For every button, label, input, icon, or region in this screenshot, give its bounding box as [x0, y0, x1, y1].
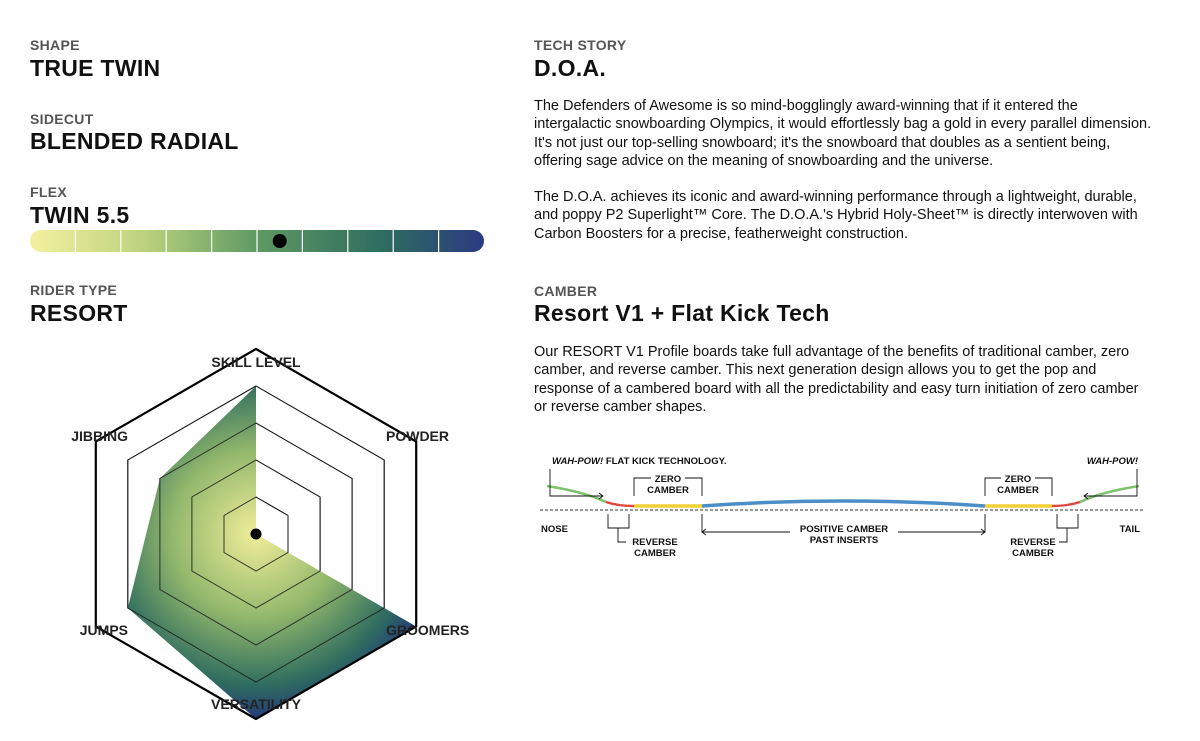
flex-rating-marker [273, 234, 287, 248]
profile-positive-camber [702, 501, 985, 506]
reverse-right-camber-label: CAMBER [1012, 548, 1054, 559]
tail-label: TAIL [1119, 524, 1140, 535]
zero-left-camber-label: CAMBER [647, 485, 689, 496]
sidecut-value: BLENDED RADIAL [30, 128, 239, 154]
radar-label-groomers: GROOMERS [386, 622, 470, 638]
reverse-left-label: REVERSE [632, 537, 678, 548]
reverse-right-bracket [1057, 514, 1078, 542]
flex-label: FLEX [30, 184, 67, 200]
reverse-right-label: REVERSE [1010, 537, 1056, 548]
rider-radar-chart [0, 340, 520, 741]
radar-center-dot [251, 529, 262, 540]
reverse-left-camber-label: CAMBER [634, 548, 676, 559]
rider-type-label: RIDER TYPE [30, 282, 118, 298]
camber-paragraph: Our RESORT V1 Profile boards take full advantage of the benefits of traditional camber, zero camber, and reverse camber. This next generation design allows you to get the pop and response of a cambered board with all the predictability and easy turn initiation of zero camber or reverse camber shapes. [534, 344, 1139, 416]
shape-value: TRUE TWIN [30, 55, 161, 81]
zero-left-label: ZERO [654, 474, 682, 485]
flat-kick-arrow [550, 469, 603, 499]
wahpow-left-label: WAH-POW! [552, 456, 604, 467]
past-inserts-label: PAST INSERTS [809, 535, 879, 546]
camber-label: CAMBER [534, 283, 598, 299]
shape-label: SHAPE [30, 37, 80, 53]
zero-right-camber-label: CAMBER [997, 485, 1039, 496]
profile-nose-flat-kick [547, 486, 606, 502]
tech-story-paragraph-1: The Defenders of Awesome is so mind-bogglingly award-winning that if it entered the intergalactic snowboarding Olympics, it would effortlessly bag a gold in every parallel dimension. It's not just our top-selling snowboard; it's the snowboard that doubles as a sentient being, offering sage advice on the meaning of snowboarding and the universe. [534, 98, 1152, 170]
flex-value: TWIN 5.5 [30, 202, 130, 228]
radar-label-versatility: VERSATILITY [211, 696, 301, 712]
profile-nose-reverse-camber [606, 502, 634, 506]
reverse-left-bracket [608, 514, 629, 542]
sidecut-label: SIDECUT [30, 111, 94, 127]
nose-label: NOSE [541, 524, 568, 535]
wahpow-right-label: WAH-POW! [1086, 456, 1138, 467]
tech-story-value: D.O.A. [534, 55, 607, 81]
radar-label-jibbing: JIBBING [71, 428, 128, 444]
zero-right-label: ZERO [1004, 474, 1032, 485]
tech-story-paragraph-2: The D.O.A. achieves its iconic and award-winning performance through a lightweight, durable, and poppy P2 Superlight™ Core. The D.O.A.'s Hybrid Holy-Sheet™ is directly interwoven with Carbon Boosters for a precise, featherweight construction. [534, 189, 1138, 242]
radar-label-jumps: JUMPS [79, 622, 128, 638]
profile-tail-reverse-camber [1052, 502, 1080, 506]
tech-story-label: TECH STORY [534, 37, 627, 53]
wahpow-right-arrow [1084, 469, 1137, 499]
radar-label-powder: POWDER [386, 428, 449, 444]
profile-tail-flat-kick [1080, 486, 1139, 502]
positive-camber-label: POSITIVE CAMBER [799, 524, 889, 535]
flex-rating-bar [30, 230, 484, 252]
rider-type-value: RESORT [30, 300, 128, 326]
flat-kick-label: FLAT KICK TECHNOLOGY. [605, 456, 727, 467]
radar-label-skill-level: SKILL LEVEL [211, 354, 301, 370]
camber-value: Resort V1 + Flat Kick Tech [534, 300, 830, 326]
camber-profile-diagram [535, 445, 1150, 570]
svg-text:WAH-POW! FLAT KICK TECHNOLOGY. [552, 456, 727, 467]
